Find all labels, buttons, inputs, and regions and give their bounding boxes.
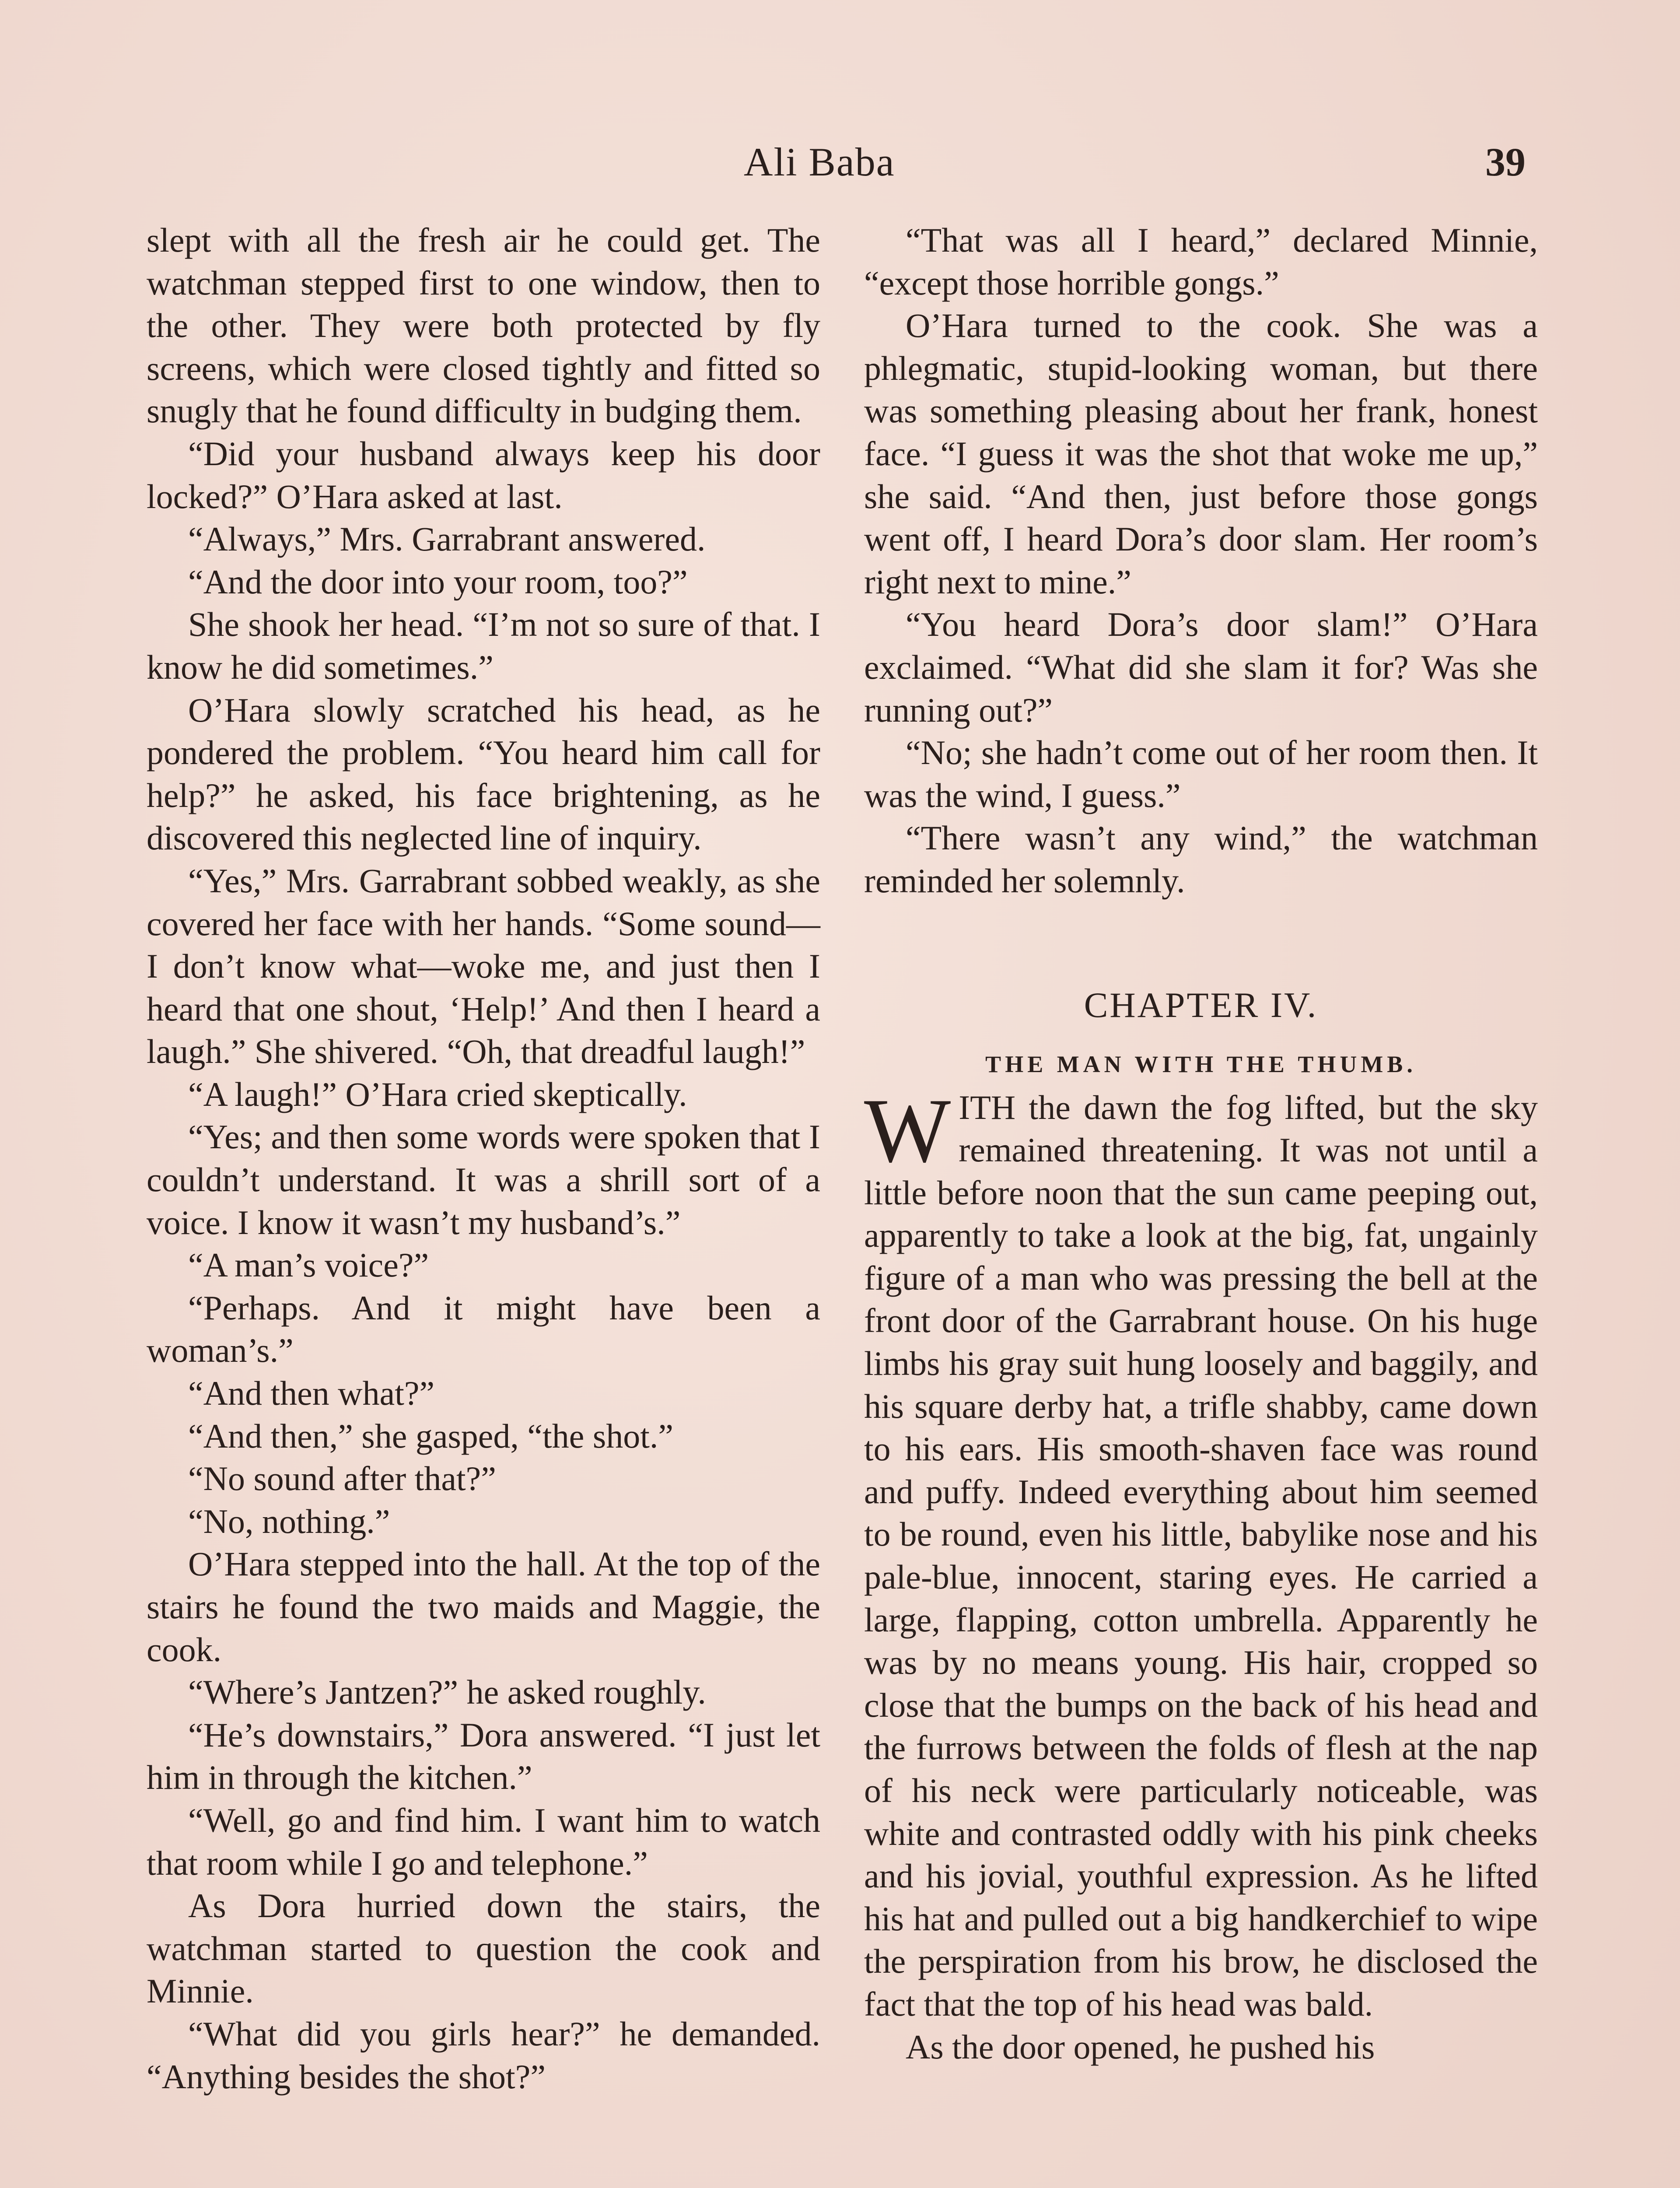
paragraph: “He’s downstairs,” Dora answered. “I just let him in through the kitchen.”	[147, 1715, 820, 1797]
paragraph: “And the door into your room, too?”	[188, 562, 688, 601]
paragraph: O’Hara turned to the cook. She was a phlegmatic, stupid-looking woman, but there was something pleasing about her frank, honest face. “I guess it was the shot that woke me up,” she said. “And then, just before those gongs went off, I heard Dora’s door slam. Her room’s right next to mine.”	[864, 306, 1538, 601]
left-column	[147, 219, 820, 2098]
paragraph: As the door opened, he pushed his	[906, 2027, 1375, 2066]
page-number: 39	[1485, 140, 1526, 184]
paragraph: “That was all I heard,” declared Minnie, “except those horrible gongs.”	[864, 221, 1538, 302]
paragraph: “There wasn’t any wind,” the watchman reminded her solemnly.	[864, 819, 1538, 900]
running-head	[0, 131, 1680, 193]
paragraph: She shook her head. “I’m not so sure of that. I know he did sometimes.”	[147, 605, 820, 686]
paragraph: “And then,” she gasped, “the shot.”	[188, 1417, 673, 1455]
running-title: Ali Baba	[744, 140, 895, 184]
paragraph: “Where’s Jantzen?” he asked roughly.	[188, 1673, 706, 1711]
chapter-title: CHAPTER IV.	[1084, 985, 1318, 1025]
paragraph: As Dora hurried down the stairs, the watchman started to question the cook and Minnie.	[147, 1886, 820, 2010]
paragraph: O’Hara slowly scratched his head, as he pondered the problem. “You heard him call for help?” he asked, his face brightening, as he discovered this neglected line of inquiry.	[147, 691, 820, 857]
paragraph: “Perhaps. And it might have been a woman’s.”	[147, 1288, 820, 1370]
paragraph: “Did your husband always keep his door locked?” O’Hara asked at last.	[147, 434, 820, 515]
chapter-opening-paragraph	[864, 1080, 1538, 2026]
right-column	[864, 219, 1538, 2068]
paragraph: “And then what?”	[188, 1374, 435, 1413]
paragraph: “Yes; and then some words were spoken that I couldn’t understand. It was a shrill sort of a voice. I know it wasn’t my husband’s.”	[147, 1118, 820, 1241]
paragraph: “A laugh!” O’Hara cried skeptically.	[188, 1075, 687, 1113]
paragraph: “Yes,” Mrs. Garrabrant sobbed weakly, as she covered her face with her hands. “Some sound—I don’t know what—woke me, and just then I heard that one shout, ‘Help!’ And then I heard a laugh.” She shivered. “Oh, that dreadful laugh!”	[147, 861, 820, 1071]
paragraph: O’Hara stepped into the hall. At the top of the stairs he found the two maids and Maggie, the cook.	[147, 1545, 820, 1669]
paragraph: “No sound after that?”	[188, 1459, 496, 1498]
drop-cap: W	[864, 1080, 951, 1182]
chapter-opening-text: ITH the dawn the fog lifted, but the sky remained threatening. It was not until a little before noon that the sun came peeping out, apparently to take a look at the big, fat, ungainly figure of a man who was pressing the bell at the front door of the Garrabrant house. On his huge limbs his gray suit hung loosely and baggily, and his square derby hat, a trifle shabby, came down to his ears. His smooth-shaven face was round and puffy. Indeed everything about him seemed to be round, even his little, babylike nose and his pale-blue, innocent, staring eyes. He carried a large, flapping, cotton umbrella. Apparently he was by no means young. His hair, cropped so close that the bumps on the back of his head and the furrows between the folds of flesh at the nap of his neck were particularly noticeable, was white and contrasted oddly with his pink cheeks and his jovial, youthful expression. As he lifted his hat and pulled out a big handkerchief to wipe the perspiration from his brow, he disclosed the fact that the top of his head was bald.	[864, 1088, 1538, 2023]
paragraph: “No; she hadn’t come out of her room then. It was the wind, I guess.”	[864, 733, 1538, 814]
paragraph: “What did you girls hear?” he demanded. “Anything besides the shot?”	[147, 2014, 820, 2096]
chapter-subtitle: THE MAN WITH THE THUMB.	[985, 1051, 1417, 1077]
paragraph: “A man’s voice?”	[188, 1246, 429, 1284]
paragraph: slept with all the fresh air he could get. The watchman stepped first to one window, then to the other. They were both protected by fly screens, which were closed tightly and fitted so snugly that he found difficulty in budging them.	[147, 221, 820, 430]
paragraph: “Always,” Mrs. Garrabrant answered.	[188, 520, 706, 558]
paragraph: “No, nothing.”	[188, 1502, 390, 1540]
paragraph: “You heard Dora’s door slam!” O’Hara exclaimed. “What did she slam it for? Was she running out?”	[864, 605, 1538, 729]
paragraph: “Well, go and find him. I want him to watch that room while I go and telephone.”	[147, 1801, 820, 1882]
